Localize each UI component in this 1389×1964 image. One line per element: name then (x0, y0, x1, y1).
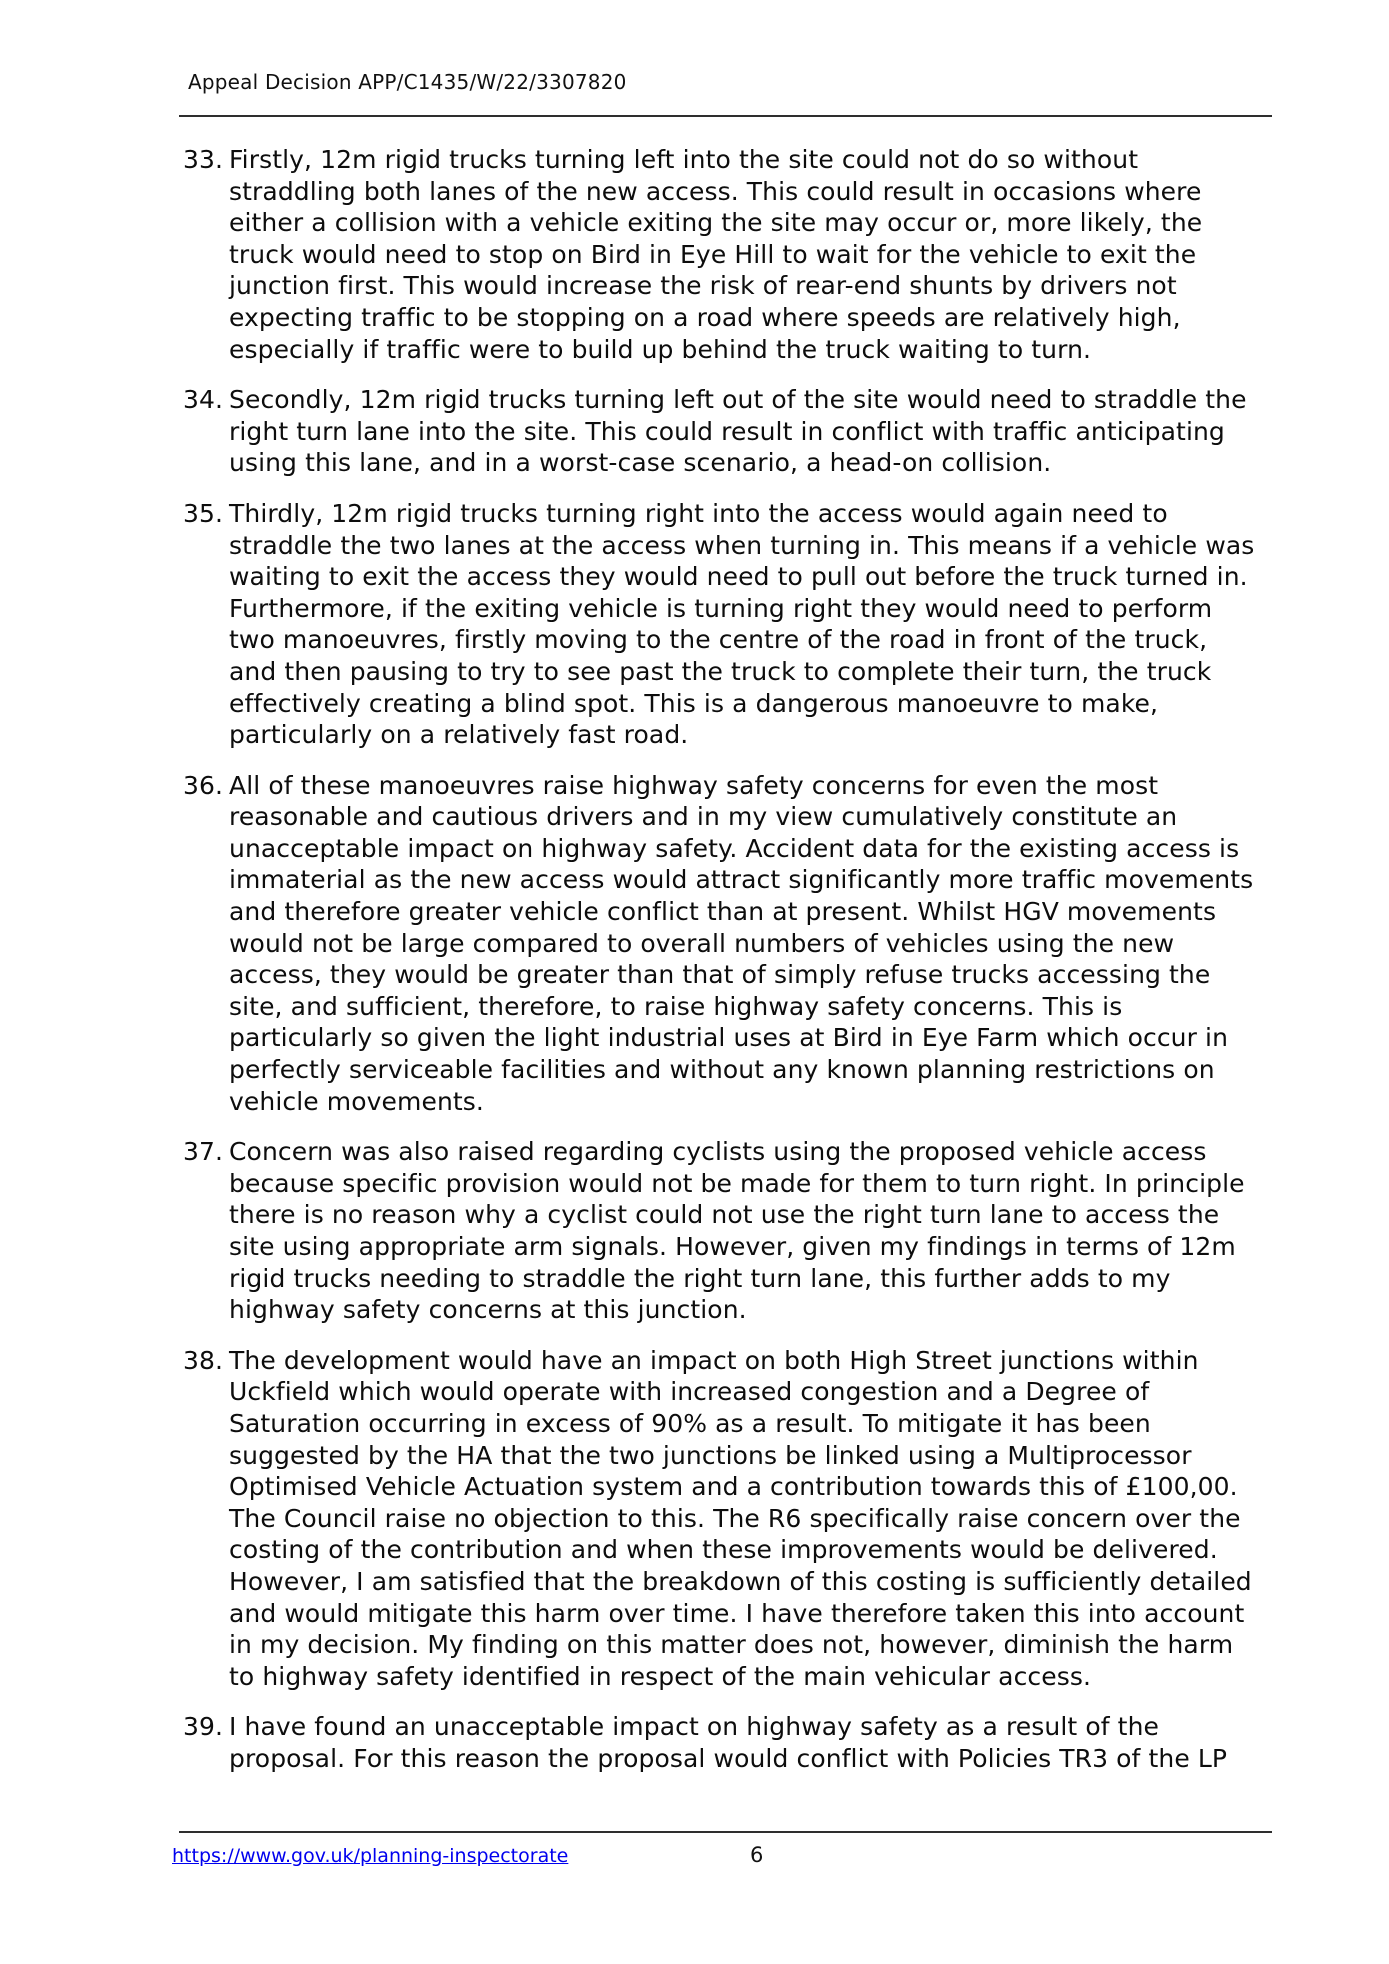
paragraph-number: 33. (183, 145, 224, 174)
paragraph-number: 36. (183, 770, 224, 800)
paragraph (183, 498, 1259, 751)
footer-link[interactable]: https://www.gov.uk/planning-inspectorate (172, 1845, 569, 1867)
paragraph-text: Firstly, 12m rigid trucks turning left into the site could not do so without straddling both lanes of the new access. This could result in occasions where either a collision with a vehicle exiting the site may occur or, more likely, the truck would need to stop on Bird in Eye Hill to wait for the vehicle to exit the junction first. This would increase the risk of rear-end shunts by drivers not expecting traffic to be stopping on a road where speeds are relatively high, especially if traffic were to build up behind the truck waiting to turn. (229, 145, 1203, 364)
paragraph-number: 35. (183, 498, 224, 528)
paragraph-text: Concern was also raised regarding cyclists using the proposed vehicle access because specific provision would not be made for them to turn right. In principle there is no reason why a cyclist could not use the right turn lane to access the site using appropriate arm signals. However, given my findings in terms of 12m rigid trucks needing to straddle the right turn lane, this further adds to my highway safety concerns at this junction. (229, 1137, 1245, 1325)
paragraph (183, 144, 1259, 365)
paragraph (183, 384, 1259, 479)
paragraph-number: 37. (183, 1137, 224, 1167)
paragraph (183, 770, 1259, 1118)
page-header-title: Appeal Decision APP/C1435/W/22/3307820 (188, 70, 627, 94)
paragraph-list (183, 144, 1259, 1775)
paragraph-number: 39. (183, 1712, 224, 1742)
page-number: 6 (750, 1843, 764, 1867)
paragraph-text: All of these manoeuvres raise highway safety concerns for even the most reasonable and cautious drivers and in my view cumulatively constitute an unacceptable impact on highway safety. Accident data for the existing access is immaterial as the new access would attract significantly more traffic movements and therefore greater vehicle conflict than at present. Whilst HGV movements would not be large compared to overall numbers of vehicles using the new access, they would be greater than that of simply refuse trucks accessing the site, and sufficient, therefore, to raise highway safety concerns. This is particularly so given the light industrial uses at Bird in Eye Farm which occur in perfectly serviceable facilities and without any known planning restrictions on vehicle movements. (229, 770, 1254, 1116)
document-body (183, 144, 1259, 1794)
paragraph-number: 38. (183, 1345, 224, 1375)
paragraph (183, 1136, 1259, 1326)
paragraph (183, 1345, 1259, 1693)
paragraph-text: Secondly, 12m rigid trucks turning left out of the site would need to straddle the right turn lane into the site. This could result in conflict with traffic anticipating using this lane, and in a worst-case scenario, a head-on collision. (229, 385, 1247, 478)
paragraph-number: 34. (183, 385, 224, 415)
paragraph (183, 1711, 1259, 1774)
footer-divider (179, 1831, 1272, 1833)
paragraph-text: I have found an unacceptable impact on highway safety as a result of the proposal. For this reason the proposal would conflict with Policies TR3 of the LP (229, 1712, 1228, 1773)
header-divider (179, 115, 1272, 117)
paragraph-text: The development would have an impact on both High Street junctions within Uckfield which would operate with increased congestion and a Degree of Saturation occurring in excess of 90% as a result. To mitigate it has been suggested by the HA that the two junctions be linked using a Multiprocessor Optimised Vehicle Actuation system and a contribution towards this of £100,00. The Council raise no objection to this. The R6 specifically raise concern over the costing of the contribution and when these improvements would be delivered. However, I am satisfied that the breakdown of this costing is sufficiently detailed and would mitigate this harm over time. I have therefore taken this into account in my decision. My finding on this matter does not, however, diminish the harm to highway safety identified in respect of the main vehicular access. (229, 1345, 1252, 1691)
paragraph-text: Thirdly, 12m rigid trucks turning right into the access would again need to straddle the two lanes at the access when turning in. This means if a vehicle was waiting to exit the access they would need to pull out before the truck turned in. Furthermore, if the exiting vehicle is turning right they would need to perform two manoeuvres, firstly moving to the centre of the road in front of the truck, and then pausing to try to see past the truck to complete their turn, the truck effectively creating a blind spot. This is a dangerous manoeuvre to make, particularly on a relatively fast road. (229, 498, 1255, 750)
